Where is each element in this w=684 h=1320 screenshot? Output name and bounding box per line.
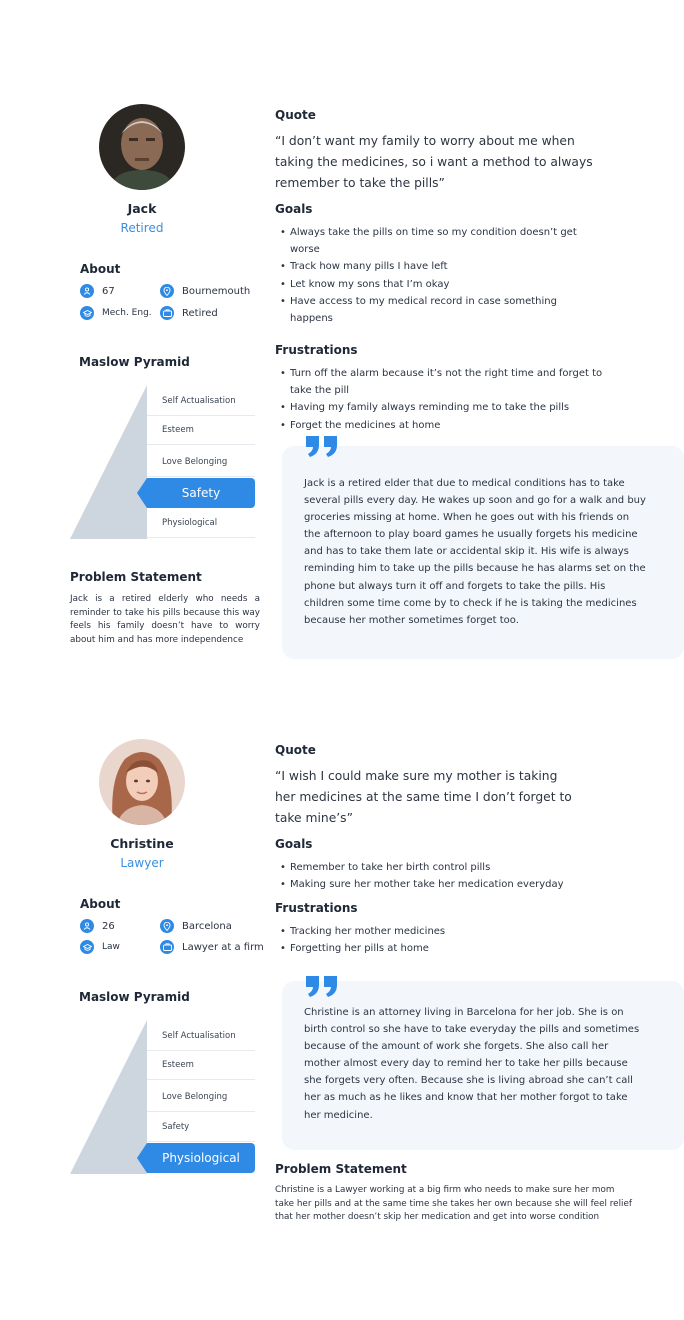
goal-item: • Remember to take her birth control pills — [275, 859, 605, 876]
persona-role: Retired — [120, 221, 164, 235]
pyramid-shape — [70, 385, 150, 539]
person-icon — [80, 284, 94, 298]
frustration-item: • Forgetting her pills at home — [275, 940, 595, 957]
pyramid-level-esteem: Esteem — [147, 1050, 255, 1080]
briefcase-icon — [160, 940, 174, 954]
about-title: About — [80, 897, 121, 911]
frustration-item: • Having my family always reminding me to take the pills — [275, 399, 615, 416]
goal-item: • Let know my sons that I’m okay — [275, 276, 593, 293]
about-age-value: 67 — [102, 285, 115, 297]
about-age — [80, 283, 115, 299]
about-location-value: Bournemouth — [182, 285, 251, 297]
about-job — [160, 305, 218, 321]
about-location — [160, 283, 250, 299]
problem-title: Problem Statement — [70, 570, 202, 584]
about-education-value: Mech. Eng. — [102, 308, 152, 318]
quote-mark-icon — [304, 974, 340, 998]
about-education — [80, 939, 120, 955]
goals-title: Goals — [275, 837, 313, 851]
problem-statement: Jack is a retired elderly who needs a reminder to take his pills because this way feels his family doesn’t have to worry about him and has more independence — [70, 594, 260, 645]
graduation-cap-icon — [80, 940, 94, 954]
about-location — [160, 918, 232, 934]
pyramid-active-label: Physiological — [162, 1151, 240, 1165]
pyramid-level-love-belonging: Love Belonging — [147, 447, 255, 477]
goal-item: • Track how many pills I have left — [275, 258, 593, 275]
about-age-value: 26 — [102, 920, 115, 932]
persona-role: Lawyer — [120, 856, 164, 870]
pyramid-title: Maslow Pyramid — [79, 355, 190, 369]
about-title: About — [80, 262, 121, 276]
persona-name: Jack — [127, 201, 157, 216]
quote-title: Quote — [275, 108, 316, 122]
pyramid-level-safety: Safety — [147, 1112, 255, 1142]
problem-statement: Christine is a Lawyer working at a big firm who needs to make sure her mom take her pills and at the same time she takes her own because she will feel relief that her mother doesn’t skip her medication and get into worse condition — [275, 1185, 632, 1222]
quote-mark-icon — [304, 434, 340, 458]
goal-item: • Always take the pills on time so my condition doesn’t get worse — [275, 224, 593, 258]
about-job — [160, 939, 264, 955]
pyramid-level-safety-active — [147, 478, 255, 508]
about-job-value: Lawyer at a firm — [182, 941, 264, 953]
frustrations-title: Frustrations — [275, 901, 358, 915]
goals-list — [275, 859, 605, 893]
pyramid-level-self-actualisation: Self Actualisation — [147, 1021, 255, 1051]
pyramid-level-self-actualisation: Self Actualisation — [147, 386, 255, 416]
frustration-item: • Tracking her mother medicines — [275, 923, 595, 940]
frustrations-title: Frustrations — [275, 343, 358, 357]
pyramid-level-physiological: Physiological — [147, 508, 255, 538]
bio-text: Christine is an attorney living in Barcelona for her job. She is on birth control so she have to take everyday the pills and sometimes because of the amount of work she forgets. She also call her mother almost every day to remind her to take her pills because she forgets very often. Because she is living abroad she can’t call her as much as he likes and know that her mother forgot to take her medicine. — [304, 1007, 640, 1121]
problem-title: Problem Statement — [275, 1162, 407, 1176]
location-pin-icon — [160, 284, 174, 298]
quote-text: “I wish I could make sure my mother is taking her medicines at the same time I don’t forget to take mine’s” — [275, 769, 572, 825]
frustrations-list — [275, 923, 595, 957]
quote-text: “I don’t want my family to worry about me when taking the medicines, so i want a method to always remember to take the pills” — [275, 134, 593, 190]
about-education — [80, 305, 152, 321]
pyramid-active-label: Safety — [181, 486, 221, 500]
about-job-value: Retired — [182, 307, 218, 319]
goals-title: Goals — [275, 202, 313, 216]
about-age — [80, 918, 115, 934]
frustrations-list — [275, 365, 615, 434]
briefcase-icon — [160, 306, 174, 320]
about-location-value: Barcelona — [182, 920, 232, 932]
location-pin-icon — [160, 919, 174, 933]
goal-item: • Making sure her mother take her medication everyday — [275, 876, 605, 893]
frustration-item: • Turn off the alarm because it’s not the right time and forget to take the pill — [275, 365, 615, 399]
quote-title: Quote — [275, 743, 316, 757]
bio-text: Jack is a retired elder that due to medical conditions has to take several pills every day. He wakes up soon and go for a walk and buy groceries missing at home. When he goes out with his friends on the afternoon to play board games he usually forgets his medicine and has to take them late or accidental skip it. His wife is always reminding him to take up the pills because he has alarms set on the phone but always turn it off and forgets to take the pills. His children some time come by to check if he is taking the medicines because her mother sometimes forget too. — [304, 478, 646, 626]
about-education-value: Law — [102, 942, 120, 952]
avatar — [99, 739, 185, 825]
pyramid-level-physiological-active — [147, 1143, 255, 1173]
persona-name: Christine — [110, 836, 174, 851]
pyramid-title: Maslow Pyramid — [79, 990, 190, 1004]
goal-item: • Have access to my medical record in case something happens — [275, 293, 593, 327]
graduation-cap-icon — [80, 306, 94, 320]
avatar — [99, 104, 185, 190]
frustration-item: • Forget the medicines at home — [275, 417, 615, 434]
pyramid-level-love-belonging: Love Belonging — [147, 1082, 255, 1112]
pyramid-level-esteem: Esteem — [147, 415, 255, 445]
goals-list — [275, 224, 593, 327]
person-icon — [80, 919, 94, 933]
